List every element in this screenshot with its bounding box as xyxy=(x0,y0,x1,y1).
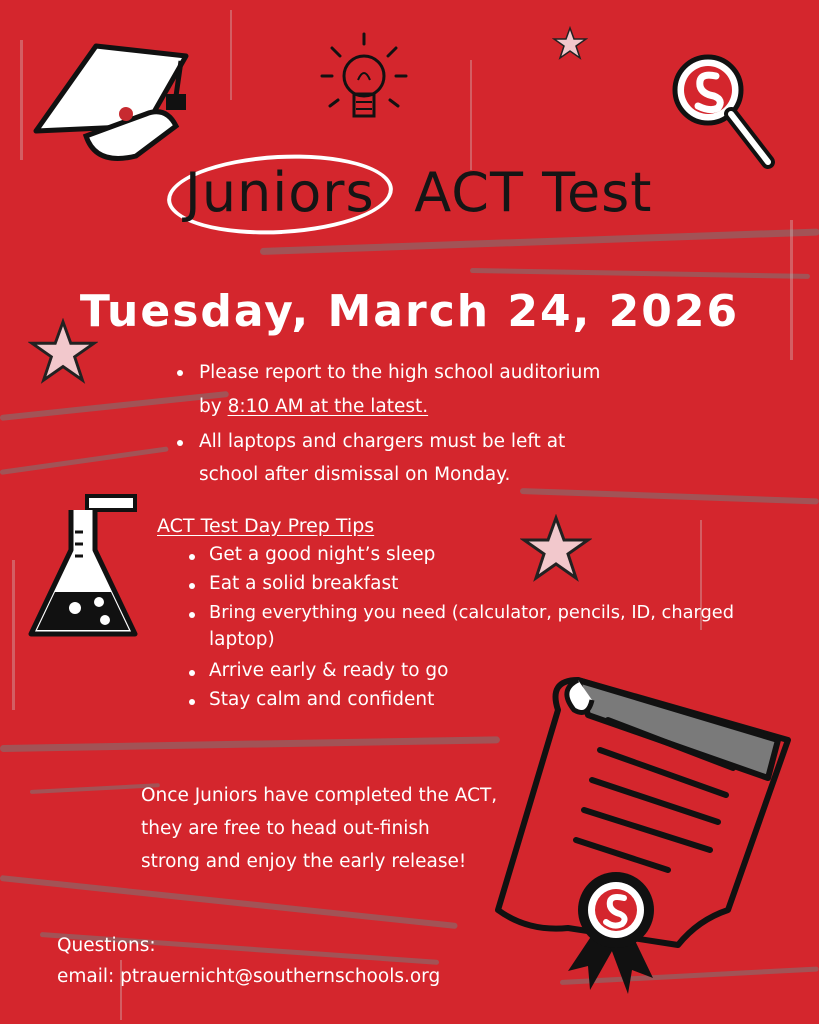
list-item: Bring everything you need (calculator, pencils, ID, charged xyxy=(209,602,735,623)
questions-label: Questions: xyxy=(57,935,156,956)
star-icon xyxy=(552,26,588,60)
closing-line: strong and enjoy the early release! xyxy=(141,851,467,872)
contact-email: email: ptrauernicht@southernschools.org xyxy=(57,966,441,987)
graduation-cap-icon xyxy=(26,36,201,166)
bullet xyxy=(177,370,183,376)
closing-line: they are free to head out-finish xyxy=(141,818,430,839)
report-time: 8:10 AM at the latest. xyxy=(227,396,429,417)
instruction-line: Please report to the high school auditorium xyxy=(199,362,601,383)
award-seal-icon xyxy=(558,866,668,996)
star-icon xyxy=(520,514,592,582)
instruction-prefix: by xyxy=(199,396,228,417)
list-item: laptop) xyxy=(209,629,275,650)
event-date: Tuesday, March 24, 2026 xyxy=(79,286,740,337)
tips-heading: ACT Test Day Prep Tips xyxy=(157,515,375,537)
bullet xyxy=(189,699,195,705)
list-item: Get a good night’s sleep xyxy=(209,544,436,565)
bullet xyxy=(189,670,195,676)
lightbulb-icon xyxy=(318,30,410,128)
title-circled-word: Juniors xyxy=(184,161,375,225)
instruction-line: All laptops and chargers must be left at xyxy=(199,431,566,452)
title-rest: ACT Test xyxy=(414,161,653,224)
page-title xyxy=(0,155,819,234)
list-item: Arrive early & ready to go xyxy=(209,660,449,681)
instruction-line: school after dismissal on Monday. xyxy=(199,464,511,485)
bullet xyxy=(177,440,183,446)
beaker-icon xyxy=(25,492,145,644)
list-item: Stay calm and confident xyxy=(209,689,435,710)
closing-line: Once Juniors have completed the ACT, xyxy=(141,785,498,806)
list-item: Eat a solid breakfast xyxy=(209,573,399,594)
bullet xyxy=(189,554,195,560)
instruction-line xyxy=(199,398,428,417)
title-circle xyxy=(165,149,395,240)
bullet xyxy=(189,583,195,589)
bullet xyxy=(189,612,195,618)
